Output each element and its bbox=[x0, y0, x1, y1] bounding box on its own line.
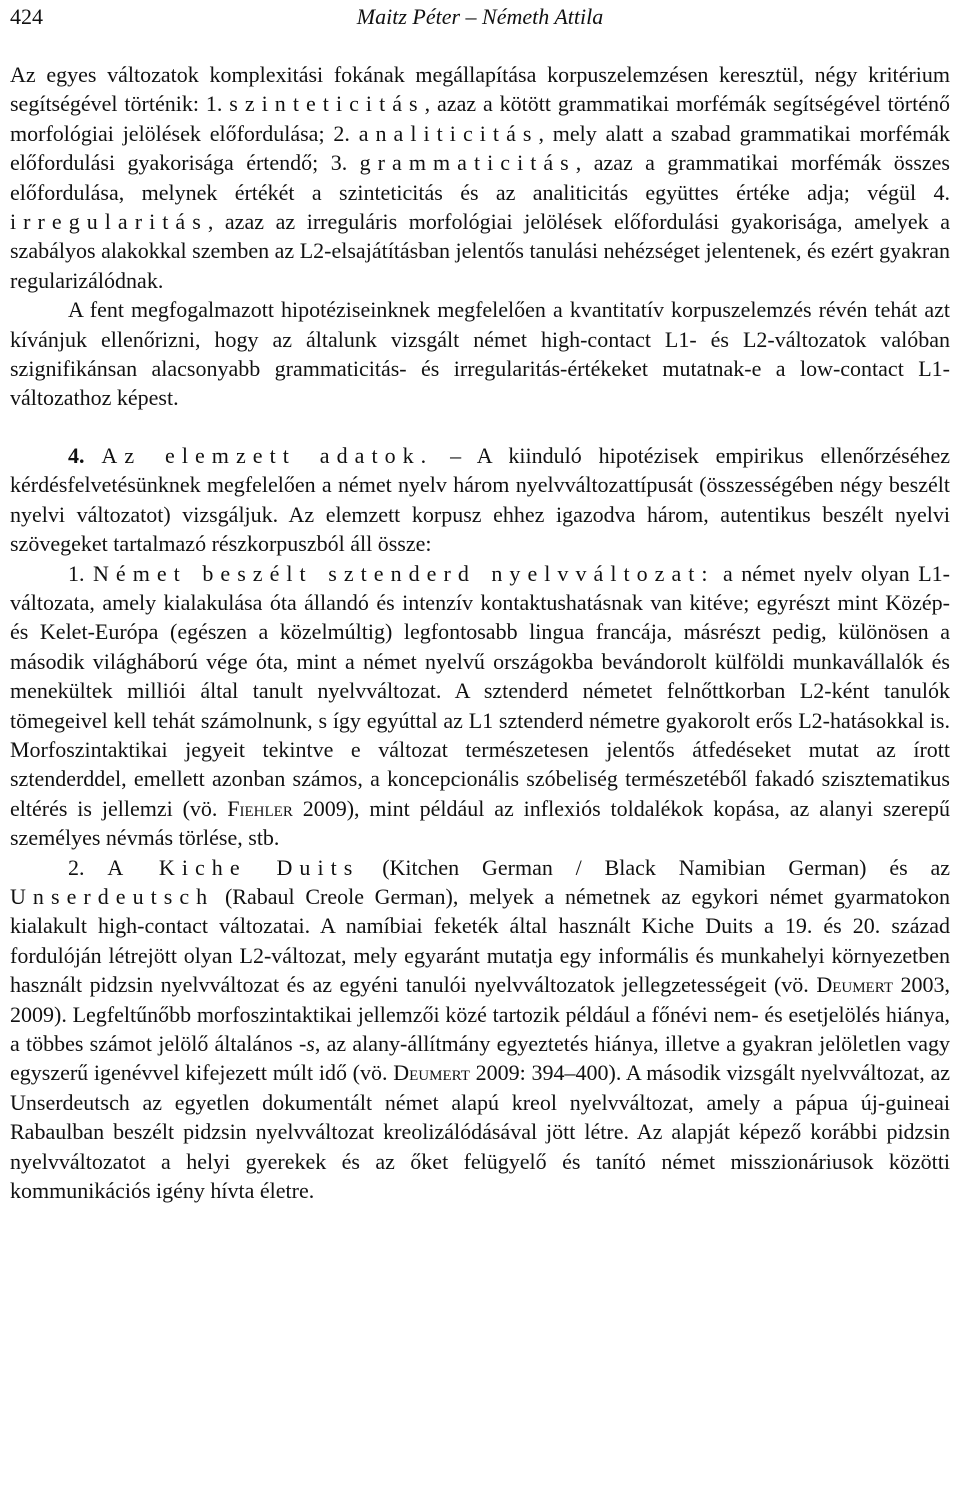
text-run: – A kiinduló hipotézisek empirikus ellenőrzéséhez kérdésfelvetésünknek megfelelően a német nyelv három nyelvváltozattípusát (összességében négy beszélt nyelvi változatot) vizsgáljuk. Az elemzett korpusz ehhez igazodva három, autentikus beszélt nyelvi szövegeket tartalmazó részkorpuszból áll össze: bbox=[10, 442, 951, 557]
term-analiticitas: analiticitás bbox=[358, 120, 539, 146]
item-title: Német beszélt sztenderd nyelvváltozat: bbox=[92, 560, 715, 586]
item-number: 1. bbox=[68, 560, 93, 586]
variety-name-kiche-duits: A Kiche Duits bbox=[107, 854, 360, 880]
text-run: (Rabaul Creole German), melyek a németnek az egykori német gyarmatokon kialakult high-contact változatai. A namíbiai feketék által használt Kiche Duits a 19. és 20. század fordulóján létrejött olyan L2-változat, mely egyaránt mutatja egy informális és munkahelyi környezetben használt pidzsin nyelvváltozat és az egyéni tanulói nyelvváltozatok jellegzetességeit (vö. bbox=[10, 883, 950, 998]
item-number: 2. bbox=[68, 854, 108, 880]
page-header bbox=[10, 2, 950, 32]
page-number: 424 bbox=[10, 4, 43, 29]
text-run: 2003, 2009). Legfeltűnőbb morfoszintaktikai jellemzői közé tartozik például a főnévi nem- és esetjelölés hiánya, a többes számot jelölő általános bbox=[10, 972, 950, 1056]
text-run: 2009), mint például az inflexiós toldalékok kopása, az alanyi szerepű személyes névmás törlése, stb. bbox=[10, 795, 950, 851]
paragraph-criteria bbox=[10, 60, 950, 295]
section-title: Az elemzett adatok. bbox=[101, 442, 434, 468]
section-gap bbox=[10, 413, 950, 441]
text-run: , az alany-állítmány egyeztetés hiánya, illetve a gyakran jelöletlen vagy egyszerű igenévvel kifejezett múlt idő (vö. bbox=[10, 1031, 950, 1086]
section-4-paragraph bbox=[10, 441, 950, 559]
text-run: , azaz az irreguláris morfológiai jelölések előfordulási gyakorisága, amelyek a szabályos alakokkal szemben az L2-elsajátításban jelentős tanulási nehézséget jelentenek, és ezért gyakran regularizálódnak. bbox=[10, 209, 950, 293]
running-head: Maitz Péter – Németh Attila bbox=[356, 4, 604, 29]
text-run: a német nyelv olyan L1-változata, amely kialakulása óta állandó és intenzív kontaktushatásnak van kitéve; egyrészt mint Közép- és Kelet-Európa (egészen a közelmúltig) legfontosabb lingua francája, másrészt pedig, különösen a második világháború vége óta, mint a német nyelvű országokba bevándorolt külföldi munkavállalók és menekültek milliói által tanult nyelvváltozat. A sztenderd németet felnőttkorban L2-ként tanulók tömegeivel kell tehát számolnunk, s így egyúttal az L1 sztenderd németre gyakorolt erős L2-hatásokkal is. Morfoszintaktikai jegyeit tekintve e változat természetesen jelentős átfedéseket mutat az írott sztenderddel, emellett azonban számos, a koncepcionális szóbeliség természetéből fakadó szisztematikus eltérés is jellemzi (vö. bbox=[10, 560, 951, 821]
text-run: (Kitchen German / Black Namibian German) és az bbox=[359, 854, 950, 880]
citation-author: Fiehler bbox=[227, 795, 293, 821]
corpus-item-1 bbox=[10, 559, 950, 853]
suffix-example: -s bbox=[298, 1031, 315, 1056]
term-irregularitas: irregularitás bbox=[10, 209, 208, 235]
citation-author: Deumert bbox=[393, 1060, 470, 1086]
corpus-item-2 bbox=[10, 853, 950, 1206]
text-run: 2009: 394–400). A második vizsgált nyelvváltozat, az Unserdeutsch az egyetlen dokumentált német alapú kreol nyelvváltozat, amely a pápua új-guineai Rabaulban beszélt pidzsin nyelvváltozat kreolizálódásával jött létre. Az alapját képező korábbi pidzsin nyelvváltozatot a helyi gyerekek és az őket felügyelő és tanító német misszionáriusok közötti kommunikációs igény hívta életre. bbox=[10, 1060, 950, 1204]
text-run: , azaz a grammatikai morfémák összes előfordulása, melynek értékét a szinteticitás és az analiticitás együttes értéke adja; végül 4. bbox=[10, 150, 950, 205]
text-run: , azaz a kötött grammatikai morfémák segítségével történő morfológiai jelölések előfordulása; 2. bbox=[10, 91, 950, 146]
variety-name-unserdeutsch: Unserdeutsch bbox=[10, 883, 215, 909]
term-grammaticitas: grammaticitás bbox=[359, 150, 576, 176]
text-run: Az egyes változatok komplexitási fokának megállapítása korpuszelemzésen keresztül, négy kritérium segítségével történik: 1. bbox=[10, 62, 950, 117]
section-number: 4. bbox=[68, 442, 85, 468]
term-szinteticitas: szinteticitás bbox=[229, 91, 425, 117]
text-run: , mely alatt a szabad grammatikai morfémák előfordulási gyakorisága értendő; 3. bbox=[10, 120, 950, 176]
citation-author: Deumert bbox=[816, 972, 893, 998]
paragraph-hypothesis: A fent megfogalmazott hipotéziseinknek megfelelően a kvantitatív korpuszelemzés révén tehát azt kívánjuk ellenőrizni, hogy az általunk vizsgált német high-contact L1- és L2-változatok valóban szignifikánsan alacsonyabb grammaticitás- és irregularitás-értékeket mutatnak-e a low-contact L1-változathoz képest. bbox=[10, 297, 950, 411]
